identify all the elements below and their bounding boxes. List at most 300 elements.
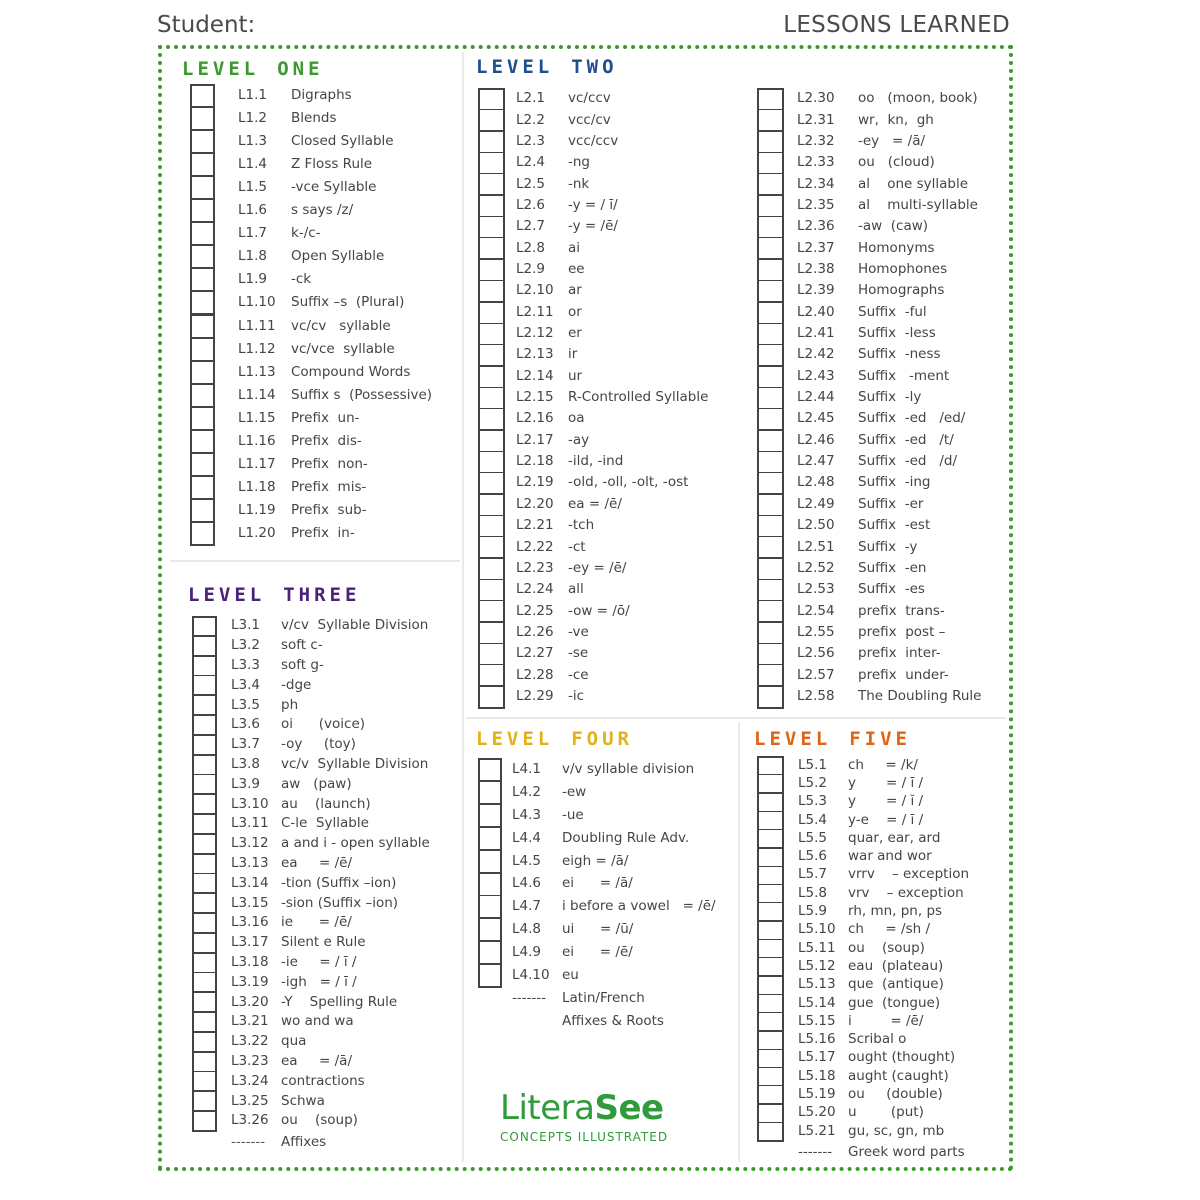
lesson-code: L2.47 (797, 453, 835, 470)
lesson-checkbox[interactable] (192, 695, 217, 716)
lesson-code: L4.1 (512, 760, 541, 777)
lesson-checkbox[interactable] (757, 774, 784, 794)
lesson-code: L5.15 (798, 1012, 836, 1029)
lesson-checkbox[interactable] (190, 130, 215, 154)
lesson-description: -tion (Suffix –ion) (281, 874, 397, 891)
lesson-checkbox[interactable] (190, 384, 215, 408)
lesson-code: L3.24 (231, 1072, 269, 1089)
lesson-checkbox[interactable] (757, 472, 784, 495)
lesson-checkbox[interactable] (192, 814, 217, 835)
lesson-checkbox[interactable] (190, 338, 215, 362)
lesson-description: rh, mn, pn, ps (848, 903, 943, 920)
lesson-code: L5.5 (798, 829, 827, 846)
lesson-checkbox[interactable] (478, 558, 505, 581)
lesson-checkbox[interactable] (478, 152, 505, 175)
lesson-checkbox[interactable] (478, 259, 505, 282)
lesson-code: L2.25 (516, 602, 554, 619)
lesson-checkbox[interactable] (757, 579, 784, 602)
lesson-code: L1.16 (238, 432, 276, 449)
lesson-checkbox[interactable] (478, 280, 505, 303)
lesson-code: L2.57 (797, 666, 835, 683)
lesson-code: L3.19 (231, 973, 269, 990)
lesson-description: ou (double) (848, 1086, 943, 1103)
lesson-description: -ild, -ind (568, 453, 624, 470)
lesson-code: L3.20 (231, 993, 269, 1010)
lesson-checkbox[interactable] (478, 366, 505, 389)
lesson-description: ai (568, 239, 581, 256)
lesson-code: L5.19 (798, 1086, 836, 1103)
lesson-description: -nk (568, 175, 590, 192)
lesson-checkbox[interactable] (478, 131, 505, 154)
lesson-description: i before a vowel = /ē/ (562, 898, 716, 915)
lesson-description: y = / ĭ / (848, 793, 924, 810)
lesson-description: -vce Syllable (291, 179, 377, 196)
lesson-checkbox[interactable] (757, 1012, 784, 1032)
lesson-code: L3.2 (231, 637, 260, 654)
divider-col1-col2 (462, 52, 464, 1162)
lesson-description: aught (caught) (848, 1067, 949, 1084)
lesson-code: L2.49 (797, 495, 835, 512)
lesson-code: L5.10 (798, 921, 836, 938)
lesson-checkbox[interactable] (757, 280, 784, 303)
lesson-checkbox[interactable] (192, 854, 217, 875)
lesson-code: L1.14 (238, 386, 276, 403)
lesson-checkbox[interactable] (757, 600, 784, 623)
lesson-description: vc/v Syllable Division (281, 755, 429, 772)
lesson-checkbox[interactable] (478, 109, 505, 132)
lesson-code: L2.22 (516, 538, 554, 555)
lesson-description: gue (tongue) (848, 994, 941, 1011)
lesson-code: L5.13 (798, 976, 836, 993)
lesson-checkbox[interactable] (192, 953, 217, 974)
lesson-checkbox[interactable] (478, 472, 505, 495)
lesson-code: L2.18 (516, 453, 554, 470)
lesson-description: s says /z/ (291, 202, 354, 219)
lesson-checkbox[interactable] (478, 88, 505, 111)
lesson-checkbox[interactable] (757, 643, 784, 666)
lesson-checkbox[interactable] (478, 536, 505, 559)
lesson-checkbox[interactable] (192, 636, 217, 657)
lesson-checkbox[interactable] (478, 664, 505, 687)
level-two-title: LEVEL TWO (476, 56, 618, 78)
lesson-checkbox[interactable] (757, 1122, 784, 1142)
lesson-description: ea = /ā/ (281, 1052, 353, 1069)
lesson-checkbox[interactable] (757, 515, 784, 538)
lesson-description: -sion (Suffix –ion) (281, 894, 399, 911)
lesson-description: prefix post – (858, 623, 946, 640)
lesson-checkbox[interactable] (192, 933, 217, 954)
lesson-checkbox[interactable] (478, 686, 505, 709)
lesson-description: Prefix non- (291, 455, 368, 472)
lesson-code: L1.4 (238, 156, 267, 173)
lesson-checkbox[interactable] (757, 1085, 784, 1105)
lesson-checkbox[interactable] (190, 407, 215, 431)
level-one-title: LEVEL ONE (182, 58, 324, 80)
lesson-checkbox[interactable] (757, 976, 784, 996)
lesson-description: qua (281, 1033, 307, 1050)
lesson-checkbox[interactable] (757, 793, 784, 813)
lesson-checkbox[interactable] (757, 1031, 784, 1051)
lesson-description: Schwa (281, 1092, 325, 1109)
lesson-code: L4.8 (512, 921, 541, 938)
lesson-checkbox[interactable] (757, 216, 784, 239)
lesson-checkbox[interactable] (757, 811, 784, 831)
lesson-code: L3.21 (231, 1013, 269, 1030)
lesson-checkbox[interactable] (192, 735, 217, 756)
lesson-code: L4.4 (512, 829, 541, 846)
lesson-code: L1.13 (238, 363, 276, 380)
lesson-description: -ie = / ī / (281, 953, 357, 970)
lesson-code: L2.35 (797, 196, 835, 213)
lesson-checkbox[interactable] (190, 222, 215, 246)
lesson-description: Suffix -en (858, 559, 927, 576)
lesson-description: -aw (caw) (858, 218, 929, 235)
lesson-description: all (568, 581, 584, 598)
lesson-description: Homographs (858, 282, 945, 299)
lesson-checkbox[interactable] (757, 195, 784, 218)
lesson-checkbox[interactable] (192, 1111, 217, 1132)
lesson-description: Suffix -ly (858, 389, 922, 406)
lesson-description: ea = /ē/ (568, 495, 622, 512)
lesson-description: -ct (568, 538, 586, 555)
lesson-checkbox[interactable] (192, 1091, 217, 1112)
lesson-description: C-le Syllable (281, 815, 369, 832)
lesson-checkbox[interactable] (478, 515, 505, 538)
lesson-checkbox[interactable] (757, 866, 784, 886)
lesson-code: L5.16 (798, 1031, 836, 1048)
lesson-checkbox[interactable] (757, 237, 784, 260)
lesson-description: a and i - open syllable (281, 835, 430, 852)
lesson-checkbox[interactable] (192, 616, 217, 637)
lesson-checkbox[interactable] (478, 873, 502, 897)
lesson-code: L2.32 (797, 132, 835, 149)
lesson-description: ei = /ā/ (562, 875, 633, 892)
lesson-code: L4.10 (512, 967, 550, 984)
lesson-description: vc/cv syllable (291, 317, 391, 334)
lesson-checkbox[interactable] (192, 794, 217, 815)
lesson-checkbox[interactable] (190, 315, 215, 339)
lesson-code: L5.4 (798, 811, 827, 828)
lesson-checkbox[interactable] (478, 323, 505, 346)
lesson-checkbox[interactable] (757, 536, 784, 559)
level-five-extra: ------- Greek word parts (798, 1144, 965, 1160)
lesson-code: L2.31 (797, 111, 835, 128)
lesson-checkbox[interactable] (757, 1049, 784, 1069)
lesson-code: L1.19 (238, 501, 276, 518)
lesson-checkbox[interactable] (192, 1012, 217, 1033)
lesson-description: Suffix -y (858, 538, 918, 555)
lesson-checkbox[interactable] (757, 344, 784, 367)
lesson-code: L1.20 (238, 524, 276, 541)
lesson-description: ir (568, 346, 578, 363)
lesson-checkbox[interactable] (757, 884, 784, 904)
lesson-checkbox[interactable] (190, 499, 215, 523)
lesson-checkbox[interactable] (478, 918, 502, 942)
lesson-checkbox[interactable] (757, 848, 784, 868)
lesson-description: vc/ccv (568, 90, 611, 107)
lesson-checkbox[interactable] (190, 361, 215, 385)
lesson-checkbox[interactable] (478, 408, 505, 431)
lesson-description: Z Floss Rule (291, 156, 373, 173)
lesson-checkbox[interactable] (757, 957, 784, 977)
lesson-checkbox[interactable] (478, 804, 502, 828)
lesson-checkbox[interactable] (478, 430, 505, 453)
lesson-checkbox[interactable] (192, 834, 217, 855)
lesson-checkbox[interactable] (190, 430, 215, 454)
lesson-checkbox[interactable] (478, 216, 505, 239)
lesson-description: -ay (568, 431, 590, 448)
lesson-checkbox[interactable] (192, 715, 217, 736)
lesson-checkbox[interactable] (757, 1104, 784, 1124)
lesson-checkbox[interactable] (190, 291, 215, 315)
lesson-description: Digraphs (291, 87, 352, 104)
lesson-checkbox[interactable] (192, 972, 217, 993)
lesson-description: vcc/ccv (568, 132, 619, 149)
lesson-description: Suffix -ment (858, 367, 950, 384)
lesson-description: ea = /ē/ (281, 854, 353, 871)
lesson-description: -se (568, 645, 589, 662)
lesson-code: L2.51 (797, 538, 835, 555)
lesson-checkbox[interactable] (192, 755, 217, 776)
divider-two-four (466, 717, 1006, 719)
lesson-description: Open Syllable (291, 248, 385, 265)
lesson-checkbox[interactable] (190, 268, 215, 292)
lesson-checkbox[interactable] (478, 964, 502, 988)
lesson-code: L2.21 (516, 517, 554, 534)
lesson-checkbox[interactable] (478, 622, 505, 645)
lesson-code: L5.11 (798, 939, 836, 956)
lesson-description: prefix inter- (858, 645, 941, 662)
lesson-checkbox[interactable] (192, 992, 217, 1013)
lesson-description: oa (568, 410, 585, 427)
logo-tagline: CONCEPTS ILLUSTRATED (500, 1130, 669, 1144)
lesson-checkbox[interactable] (192, 675, 217, 696)
lesson-description: er (568, 325, 582, 342)
lesson-checkbox[interactable] (190, 453, 215, 477)
lesson-checkbox[interactable] (192, 774, 217, 795)
lesson-checkbox[interactable] (478, 827, 502, 851)
lesson-code: L2.27 (516, 645, 554, 662)
lesson-checkbox[interactable] (757, 902, 784, 922)
lesson-description: -oy (toy) (281, 736, 356, 753)
lesson-checkbox[interactable] (478, 173, 505, 196)
level-three-extra: ------- Affixes (231, 1134, 327, 1150)
lesson-checkbox[interactable] (757, 451, 784, 474)
level-three-title: LEVEL THREE (188, 584, 361, 606)
lesson-code: L5.17 (798, 1049, 836, 1066)
lesson-code: L3.8 (231, 755, 260, 772)
lesson-description: -ce (568, 666, 589, 683)
lesson-checkbox[interactable] (757, 622, 784, 645)
lesson-description: -ey = /ā/ (858, 132, 926, 149)
lesson-checkbox[interactable] (190, 107, 215, 131)
lesson-checkbox[interactable] (757, 921, 784, 941)
lesson-checkbox[interactable] (190, 199, 215, 223)
lesson-code: L2.3 (516, 132, 545, 149)
lesson-description: -ey = /ē/ (568, 559, 627, 576)
lesson-code: L3.6 (231, 716, 260, 733)
level-four-extra-1: ------- Latin/French (512, 990, 645, 1006)
lesson-code: L3.16 (231, 914, 269, 931)
lesson-code: L2.6 (516, 196, 545, 213)
lesson-checkbox[interactable] (478, 850, 502, 874)
logo-name-b: See (594, 1088, 664, 1128)
lesson-code: L1.15 (238, 409, 276, 426)
lesson-checkbox[interactable] (478, 643, 505, 666)
lesson-checkbox[interactable] (478, 758, 502, 782)
lesson-checkbox[interactable] (190, 84, 215, 108)
lesson-checkbox[interactable] (190, 522, 215, 546)
lesson-code: L5.7 (798, 866, 827, 883)
lesson-checkbox[interactable] (478, 237, 505, 260)
lesson-code: L2.36 (797, 218, 835, 235)
lesson-code: L1.17 (238, 455, 276, 472)
lesson-checkbox[interactable] (757, 109, 784, 132)
lesson-code: L2.24 (516, 581, 554, 598)
lesson-checkbox[interactable] (757, 302, 784, 325)
lesson-checkbox[interactable] (757, 387, 784, 410)
lesson-code: L2.12 (516, 325, 554, 342)
lesson-checkbox[interactable] (757, 558, 784, 581)
lesson-checkbox[interactable] (757, 756, 784, 776)
lesson-code: L1.12 (238, 340, 276, 357)
lesson-code: L1.7 (238, 225, 267, 242)
lesson-description: Suffix -er (858, 495, 924, 512)
lesson-checkbox[interactable] (757, 494, 784, 517)
lesson-description: -ew (562, 783, 587, 800)
lesson-code: L5.2 (798, 774, 827, 791)
level-five-title: LEVEL FIVE (754, 728, 911, 750)
lesson-code: L2.23 (516, 559, 554, 576)
lesson-code: L3.26 (231, 1112, 269, 1129)
lesson-description: soft g- (281, 656, 324, 673)
lesson-code: L1.11 (238, 317, 276, 334)
lesson-checkbox[interactable] (757, 939, 784, 959)
lesson-description: ch = /k/ (848, 756, 918, 773)
lesson-code: L3.3 (231, 656, 260, 673)
lesson-code: L2.48 (797, 474, 835, 491)
lesson-checkbox[interactable] (190, 176, 215, 200)
lesson-code: L2.45 (797, 410, 835, 427)
lesson-description: Suffix -less (858, 325, 936, 342)
lesson-checkbox[interactable] (757, 131, 784, 154)
lesson-code: L3.7 (231, 736, 260, 753)
lesson-checkbox[interactable] (478, 781, 502, 805)
lesson-code: L1.6 (238, 202, 267, 219)
lesson-code: L3.23 (231, 1052, 269, 1069)
literasee-logo (500, 1088, 668, 1144)
lesson-code: L2.26 (516, 623, 554, 640)
lesson-checkbox[interactable] (192, 1052, 217, 1073)
lesson-code: L4.6 (512, 875, 541, 892)
lesson-code: L3.22 (231, 1033, 269, 1050)
lesson-code: L2.20 (516, 495, 554, 512)
lesson-checkbox[interactable] (192, 873, 217, 894)
lesson-checkbox[interactable] (757, 152, 784, 175)
lesson-description: or (568, 303, 582, 320)
lesson-checkbox[interactable] (478, 302, 505, 325)
lesson-code: L2.10 (516, 282, 554, 299)
lesson-description: ei = /ē/ (562, 944, 633, 961)
lesson-description: que (antique) (848, 976, 944, 993)
lesson-description: k-/c- (291, 225, 321, 242)
lesson-checkbox[interactable] (757, 259, 784, 282)
lesson-checkbox[interactable] (478, 579, 505, 602)
lesson-checkbox[interactable] (190, 245, 215, 269)
lesson-checkbox[interactable] (757, 994, 784, 1014)
lesson-checkbox[interactable] (478, 387, 505, 410)
lesson-checkbox[interactable] (757, 323, 784, 346)
level-four-title: LEVEL FOUR (476, 728, 633, 750)
lesson-code: L3.18 (231, 953, 269, 970)
lesson-code: L3.5 (231, 696, 260, 713)
lesson-code: L5.8 (798, 884, 827, 901)
lesson-checkbox[interactable] (192, 893, 217, 914)
logo-name-a: Litera (500, 1088, 595, 1128)
lesson-checkbox[interactable] (478, 600, 505, 623)
lesson-description: wo and wa (281, 1013, 354, 1030)
lesson-description: oo (moon, book) (858, 90, 978, 107)
lesson-checkbox[interactable] (478, 494, 505, 517)
lesson-description: Suffix -ing (858, 474, 931, 491)
student-label: Student: (157, 12, 256, 38)
lesson-checkbox[interactable] (757, 408, 784, 431)
lesson-checkbox[interactable] (757, 686, 784, 709)
lesson-description: Suffix s (Possessive) (291, 386, 433, 403)
lesson-code: L4.5 (512, 852, 541, 869)
lesson-code: L2.42 (797, 346, 835, 363)
lesson-checkbox[interactable] (478, 895, 502, 919)
lesson-description: Compound Words (291, 363, 411, 380)
lesson-code: L2.56 (797, 645, 835, 662)
lesson-code: L2.30 (797, 90, 835, 107)
lesson-description: -dge (281, 676, 312, 693)
lesson-checkbox[interactable] (757, 1067, 784, 1087)
lesson-checkbox[interactable] (478, 344, 505, 367)
lesson-checkbox[interactable] (192, 913, 217, 934)
lesson-code: L2.5 (516, 175, 545, 192)
lesson-description: Suffix -es (858, 581, 925, 598)
lesson-code: L2.34 (797, 175, 835, 192)
lesson-checkbox[interactable] (192, 656, 217, 677)
lesson-description: The Doubling Rule (858, 687, 982, 704)
lesson-checkbox[interactable] (478, 941, 502, 965)
lesson-description: ch = /sh / (848, 921, 931, 938)
lesson-code: L2.54 (797, 602, 835, 619)
lesson-checkbox[interactable] (757, 173, 784, 196)
lesson-description: al multi-syllable (858, 196, 978, 213)
lesson-checkbox[interactable] (190, 153, 215, 177)
lesson-checkbox[interactable] (478, 195, 505, 218)
lesson-checkbox[interactable] (757, 664, 784, 687)
lesson-checkbox[interactable] (757, 366, 784, 389)
lesson-checkbox[interactable] (757, 430, 784, 453)
lesson-checkbox[interactable] (192, 1032, 217, 1053)
lesson-code: L5.21 (798, 1122, 836, 1139)
lesson-code: L2.1 (516, 90, 545, 107)
lesson-code: L1.3 (238, 133, 267, 150)
lesson-code: L3.17 (231, 934, 269, 951)
lesson-description: -y = /ē/ (568, 218, 618, 235)
lesson-checkbox[interactable] (192, 1071, 217, 1092)
lesson-description: Prefix un- (291, 409, 360, 426)
lesson-checkbox[interactable] (757, 829, 784, 849)
lesson-checkbox[interactable] (757, 88, 784, 111)
lesson-checkbox[interactable] (190, 476, 215, 500)
lesson-checkbox[interactable] (478, 451, 505, 474)
lesson-description: Suffix -est (858, 517, 931, 534)
lesson-description: Prefix in- (291, 524, 355, 541)
